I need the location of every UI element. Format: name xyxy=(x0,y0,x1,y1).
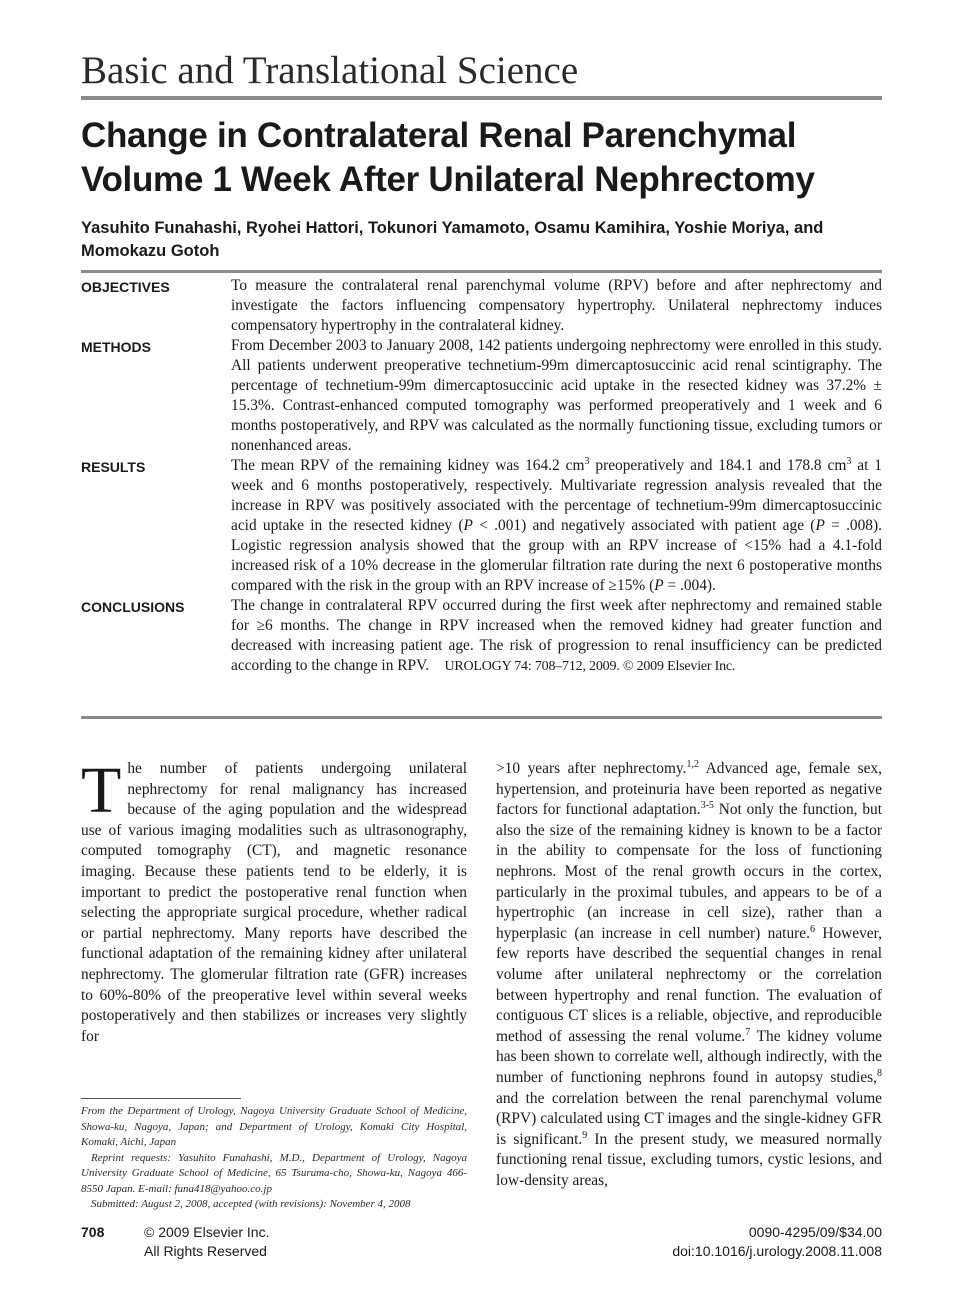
results-part: The mean RPV of the remaining kidney was 164.2 cm xyxy=(231,457,585,474)
abstract xyxy=(81,276,882,677)
results-part: = .004). xyxy=(663,577,716,594)
article-page xyxy=(81,0,882,1290)
affiliation-note: From the Department of Urology, Nagoya University Graduate School of Medicine, Showa-ku, Nagoya, Japan; and Department of Urology, Komaki City Hospital, Komaki, Aichi, Japan xyxy=(81,1105,467,1148)
conclusions-text xyxy=(231,596,882,677)
header-rule xyxy=(81,96,882,100)
reference-link[interactable]: 6 xyxy=(809,923,815,935)
abstract-results xyxy=(81,456,882,596)
abstract-methods xyxy=(81,336,882,456)
conclusions-body: The change in contralateral RPV occurred during the first week after nephrectomy and remained stable for ≥6 months. The change in RPV increased when the removed kidney had greater function and decreased with increasing patient age. The risk of progression to renal insufficiency can be predicted according to the change in RPV. xyxy=(231,597,882,674)
reference-link[interactable]: 9 xyxy=(582,1129,588,1141)
conclusions-label: CONCLUSIONS xyxy=(81,599,185,615)
results-superscript: 3 xyxy=(584,456,590,467)
abstract-conclusions xyxy=(81,596,882,677)
body-text: Advanced age, female sex, hypertension, and proteinuria have been reported as negative factors for functional adaptation. xyxy=(496,760,882,819)
article-title: Change in Contralateral Renal Parenchymal Volume 1 Week After Unilateral Nephrectomy xyxy=(81,116,815,199)
results-superscript: 3 xyxy=(846,456,852,467)
p-value-symbol: P xyxy=(654,577,664,594)
body-column-left xyxy=(81,754,467,1047)
rights-statement: All Rights Reserved xyxy=(144,1243,267,1259)
methods-label: METHODS xyxy=(81,339,151,355)
objectives-text: To measure the contralateral renal parenchymal volume (RPV) before and after nephrectomy and investigate the factors influencing compensatory hypertrophy. Unilateral nephrectomy induces compensatory hypertrophy in the contralateral kidney. xyxy=(231,277,882,334)
issn: 0090-4295/09/$34.00 xyxy=(748,1224,882,1240)
results-text xyxy=(231,456,882,596)
results-part: = .008). Logistic regression analysis showed that the group with an RPV increase of <15% had a 4.1-fold increased risk of a 10% decrease in the glomerular filtration rate during the next 6 postoperative months compared with the risk in the group with an RPV increase of ≥15% ( xyxy=(231,517,882,594)
author-list: Yasuhito Funahashi, Ryohei Hattori, Tokunori Yamamoto, Osamu Kamihira, Yoshie Moriya, and Momokazu Gotoh xyxy=(81,219,824,260)
copyright: © 2009 Elsevier Inc. xyxy=(144,1224,270,1240)
body-text: and the correlation between the renal parenchymal volume (RPV) calculated using CT images and the single-kidney GFR is significant. xyxy=(496,1089,882,1148)
reference-link[interactable]: 3-5 xyxy=(700,800,714,812)
reference-link[interactable]: 7 xyxy=(745,1026,751,1038)
footnote-rule xyxy=(81,1098,241,1099)
results-part: < .001) and negatively associated with patient age ( xyxy=(472,517,816,534)
citation: UROLOGY 74: 708–712, 2009. © 2009 Elsevier Inc. xyxy=(444,659,736,674)
body-text: Not only the function, but also the size of the remaining kidney is known to be a factor in the ability to compensate for the loss of functioning nephrons. Most of the renal growth occurs in the cortex, particularly in the proximal tubules, and appears to be of a hypertrophic (an increase in cell size), rather than a hyperplasic (an increase in cell number) nature. xyxy=(496,801,882,942)
abstract-top-rule xyxy=(81,270,882,273)
journal-section-title: Basic and Translational Science xyxy=(81,49,579,92)
body-text: In the present study, we measured normally functioning renal tissue, excluding tumors, cystic lesions, and low-density areas, xyxy=(496,1130,882,1189)
p-value-symbol: P xyxy=(463,517,473,534)
footnotes xyxy=(81,1104,467,1213)
objectives-label: OBJECTIVES xyxy=(81,279,170,295)
body-column-right xyxy=(496,759,882,1191)
page-number: 708 xyxy=(81,1224,105,1240)
results-label: RESULTS xyxy=(81,459,146,475)
results-part: at 1 week and 6 months postoperatively, respectively. Multivariate regression analysis revealed that the increase in RPV was positively associated with the percentage of technetium-99m dimercaptosuccinic acid uptake in the resected kidney ( xyxy=(231,457,882,534)
p-value-symbol: P xyxy=(815,517,825,534)
submission-note: Submitted: August 2, 2008, accepted (with revisions): November 4, 2008 xyxy=(91,1198,411,1210)
drop-cap: T xyxy=(81,754,122,827)
reference-link[interactable]: 1,2 xyxy=(686,759,699,770)
methods-text: From December 2003 to January 2008, 142 patients undergoing nephrectomy were enrolled in this study. All patients underwent preoperative technetium-99m dimercaptosuccinic acid renal scintigraphy. The percentage of technetium-99m dimercaptosuccinic acid uptake in the resected kidney was 37.2% ± 15.3%. Contrast-enhanced computed tomography was performed preoperatively and 1 week and 6 months postoperatively, and RPV was calculated as the normally functioning tissue, excluding tumors or nonenhanced areas. xyxy=(231,337,882,454)
body-text: The kidney volume has been shown to correlate well, although indirectly, with the number of functioning nephrons found in autopsy studies, xyxy=(496,1027,882,1086)
body-text: >10 years after nephrectomy. xyxy=(496,760,687,777)
abstract-objectives xyxy=(81,276,882,336)
reprint-note: Reprint requests: Yasuhito Funahashi, M.D., Department of Urology, Nagoya University Graduate School of Medicine, 65 Tsuruma-cho, Showa-ku, Nagoya 466-8550 Japan. E-mail: funa418@yahoo.co.jp xyxy=(81,1151,467,1195)
abstract-bottom-rule xyxy=(81,716,882,719)
intro-paragraph: he number of patients undergoing unilateral nephrectomy for renal malignancy has increased because of the aging population and the widespread use of various imaging modalities such as ultrasonography, computed tomography (CT), and magnetic resonance imaging. Because these patients tend to be elderly, it is important to predict the postoperative renal function when selecting the appropriate surgical procedure, whether radical or partial nephrectomy. Many reports have described the functional adaptation of the remaining kidney after unilateral nephrectomy. The glomerular filtration rate (GFR) increases to 60%-80% of the preoperative level within several weeks postoperatively and then stabilizes or increases very slightly for xyxy=(81,760,467,1045)
reference-link[interactable]: 8 xyxy=(877,1067,882,1079)
results-part: preoperatively and 184.1 and 178.8 cm xyxy=(589,457,847,474)
body-text: However, few reports have described the sequential changes in renal volume after unilateral nephrectomy or the correlation between hypertrophy and renal function. The evaluation of contiguous CT slices is a reliable, objective, and reproducible method of assessing the renal volume. xyxy=(496,924,882,1045)
doi-link[interactable]: doi:10.1016/j.urology.2008.11.008 xyxy=(672,1243,882,1259)
